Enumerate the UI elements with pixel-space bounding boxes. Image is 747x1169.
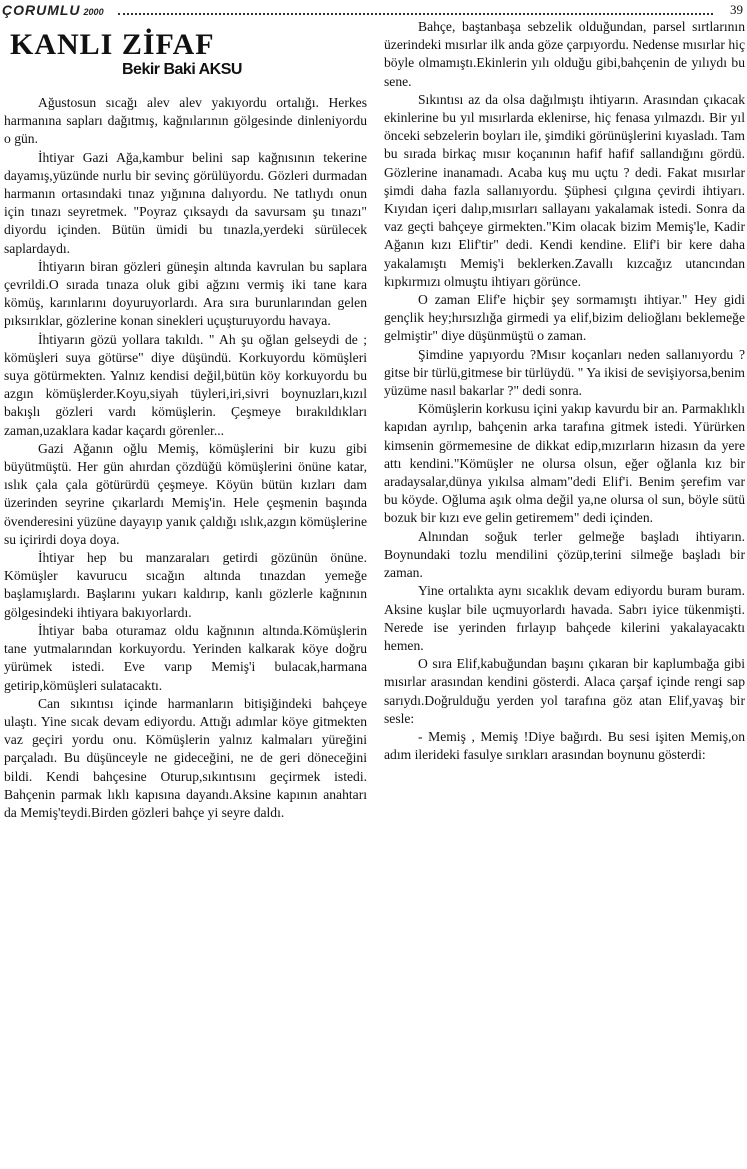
paragraph: - Memiş , Memiş !Diye bağırdı. Bu sesi işiten Memiş,on adım ilerideki fasulye sırıkları arasından boynunu gösterdi: — [384, 728, 745, 763]
paragraph: Bahçe, baştanbaşa sebzelik olduğundan, parsel sırtlarının üzerindeki mısırlar ilk anda göze çarpıyordu. Nedense mısırlar hiç böyle olmamıştı.Ekinlerin yılı olduğu gibi,bahçenin de yılıydı bu sene. — [384, 19, 745, 89]
article-title: KANLI ZİFAF — [10, 28, 215, 61]
paragraph: Ağustosun sıcağı alev alev yakıyordu ortalığı. Herkes harmanına sapları dağıtmış, kağnılarının gölgesinde dinleniyordu o gün. — [4, 95, 367, 147]
paragraph: Şimdine yapıyordu ?Mısır koçanları neden sallanıyordu ? gitse bir türlü,gitmese bir türlüydü. " Ya ikisi de sevişiyorsa,benim yüzüme nasıl bakarlar ?" dedi sonra. — [384, 346, 745, 399]
header-dotted-rule — [118, 13, 713, 15]
paragraph: O zaman Elif'e hiçbir şey sormamıştı ihtiyar." Hey gidi gençlik hey;hırsızlığa girmedi ya elif,bizim delioğlanı beklemeğe gelmiştir" diye düşünmüştü o zaman. — [384, 292, 745, 344]
paragraph: Sıkıntısı az da olsa dağılmıştı ihtiyarın. Arasından çıkacak ekinlerine bu yıl mısırlarda eklenirse, hiç fenasa yılmazdı. Bir yıl önceki sebzelerin boyları ile, şimdiki görünüşlerini kıyasladı. Tam bu sırada birkaç mısır koçanının hafif hafif sallandığını gördü. Gözlerine inanamadı. Acaba kuş mu uçtu ? dedi. Fakat mısırlar şimdi daha fazla sallanıyordu. Şüphesi çılgına çevirdi ihtiyarı. Kıyıdan içeri dalıp,mısırları sallayanı yakalamak istedi. Sonra da vaz geçti bahçeye girmekten."Kim olacak bizim Memiş'le, Kadir Ağanın kızı Elif'tir" dedi. Kendi kendine. Elif'i bir kere daha yakalamıştı Memiş'i beklerken.Zavallı kızcağız utancından kıpkırmızı olmuştu ihtiyarı görünce. — [384, 91, 745, 289]
paragraph: Yine ortalıkta aynı sıcaklık devam ediyordu buram buram. Aksine kuşlar bile uçmuyorlardı havada. Sabrı iyice tükenmişti. Nerede ise yerinden fırlayıp bahçede kilerini yakalayacaktı hemen. — [384, 583, 745, 653]
page-number: 39 — [730, 2, 743, 17]
left-column — [4, 20, 367, 822]
paragraph: İhtiyar hep bu manzaraları getirdi gözünün önüne. Kömüşler kavurucu sıcağın altında tınazdan yemeğe başlamışlardı. Başlarını yukarı kaldırıp, kanlı gözlerle kağnının gölgesindeki ihtiyara bakıyorlardı. — [4, 550, 367, 620]
paragraph: Gazi Ağanın oğlu Memiş, kömüşlerini bir kuzu gibi büyütmüştü. Her gün ahırdan çözdüğü kömüşlerini önüne katar, ıslık çala çala götürürdü çeşmeye. Köyün bütün kızları dam üzerinden seyrine çıkarlardı Memiş'in. Hele çeşmenin başında övenderesini yüzüne dayayıp yanık çaldığı ıslık,azgın kömüşlerine su içirirdi doya doya. — [4, 440, 367, 547]
magazine-name — [2, 2, 104, 18]
paragraph: Alnından soğuk terler gelmeğe başladı ihtiyarın. Boynundaki tozlu mendilini çözüp,terini silmeğe başladı bir zaman. — [384, 528, 745, 581]
paragraph: O sıra Elif,kabuğundan başını çıkaran bir kaplumbağa gibi mısırlar arasından kendini gösterdi. Alaca çarşaf içinde rengi sap sarıydı.Doğrulduğu yerden yol tarafına göz atan Elif,yavaş bir sesle: — [384, 656, 745, 726]
paragraph: İhtiyar Gazi Ağa,kambur belini sap kağnısının tekerine dayamış,yüzünde nurlu bir sevinç görülüyordu. Gözleri durmadan harmanın ortasındaki tınaz yığınına dalıyordu. Ne tatlıydı onun için tınazı seyretmek. "Poyraz çıksaydı da savursam şu tınazı" diyordu içinden. Bütün ümidi bu tınazla,yerdeki sürülecek saplardaydı. — [4, 149, 367, 256]
paragraph: İhtiyar baba oturamaz oldu kağnının altında.Kömüşlerin tane yutmalarından korkuyordu. Yerinden kalkarak köye doğru yürümek istedi. Eve varıp Memiş'i bulacak,harmana getirip,kömüşleri sulatacaktı. — [4, 622, 367, 693]
paragraph: İhtiyarın biran gözleri güneşin altında kavrulan bu saplara çevrildi.O sırada tınaza oluk gibi ağzını vermiş iki tane kara kömüş, karınlarını doyuruyorlardı. Ara sıra burunlarından gelen pıksırıklar, gözlerine konan sinekleri uçuşturuyordu havaya. — [4, 258, 367, 329]
magazine-title: ÇORUMLU — [2, 2, 81, 18]
paragraph: Can sıkıntısı içinde harmanların bitişiğindeki bahçeye ulaştı. Yine sıcak devam ediyordu. Attığı adımlar köye gitmekten vaz geçiri yordu onu. Kömüşlerin yalnız kalmaları yüreğini parçaladı. Bu düşünceyle ne gideceğini, ne de geri döneceğini bildi. Kendi bahçesine Oturup,sıkıntısını geçirmek istedi. Bahçenin parmak lıklı kapısına dayandı.Aksine kapının anahtarı da Memiş'teydi.Birden gözleri bahçe yi seyre daldı. — [4, 695, 367, 820]
paragraph: İhtiyarın gözü yollara takıldı. " Ah şu oğlan gelseydi de ; kömüşleri suya götürse" diye düşündü. Korkuyordu kömüşleri suya götürmekten. Yalnız kendisi değil,bütün köy korkuyordu bu azgın kömüşlerder.Koyu,siyah tüyleri,iri,sivri boynuzları,kızıl bakışlı gözleri vardı kömüşlerin. Çeşmeye bırakıldıkları zaman,uzaklara kadar kaçardı görenler... — [4, 331, 367, 438]
article-author: Bekir Baki AKSU — [122, 61, 242, 78]
paragraph: Kömüşlerin korkusu içini yakıp kavurdu bir an. Parmaklıklı kapıdan ayrılıp, bahçenin arka tarafına gitmek istedi. Yürürken kimsenin görmemesine de dikkat edip,mızırların hizasın da yere attı kendini."Kömüşler ne olursa olsun, eğer oğlanla kız bir aradaysalar,dünya yıkılsa almam"dedi Elif'i. Benim şerefim var bu köyde. Oğluma aşık olma değil ya,ne olursa ol sun, böyle sütü bozuk bir kızı eve gelin getiremem" dedi içinden. — [384, 401, 745, 526]
magazine-year: 2000 — [83, 7, 104, 17]
right-column — [384, 18, 745, 764]
